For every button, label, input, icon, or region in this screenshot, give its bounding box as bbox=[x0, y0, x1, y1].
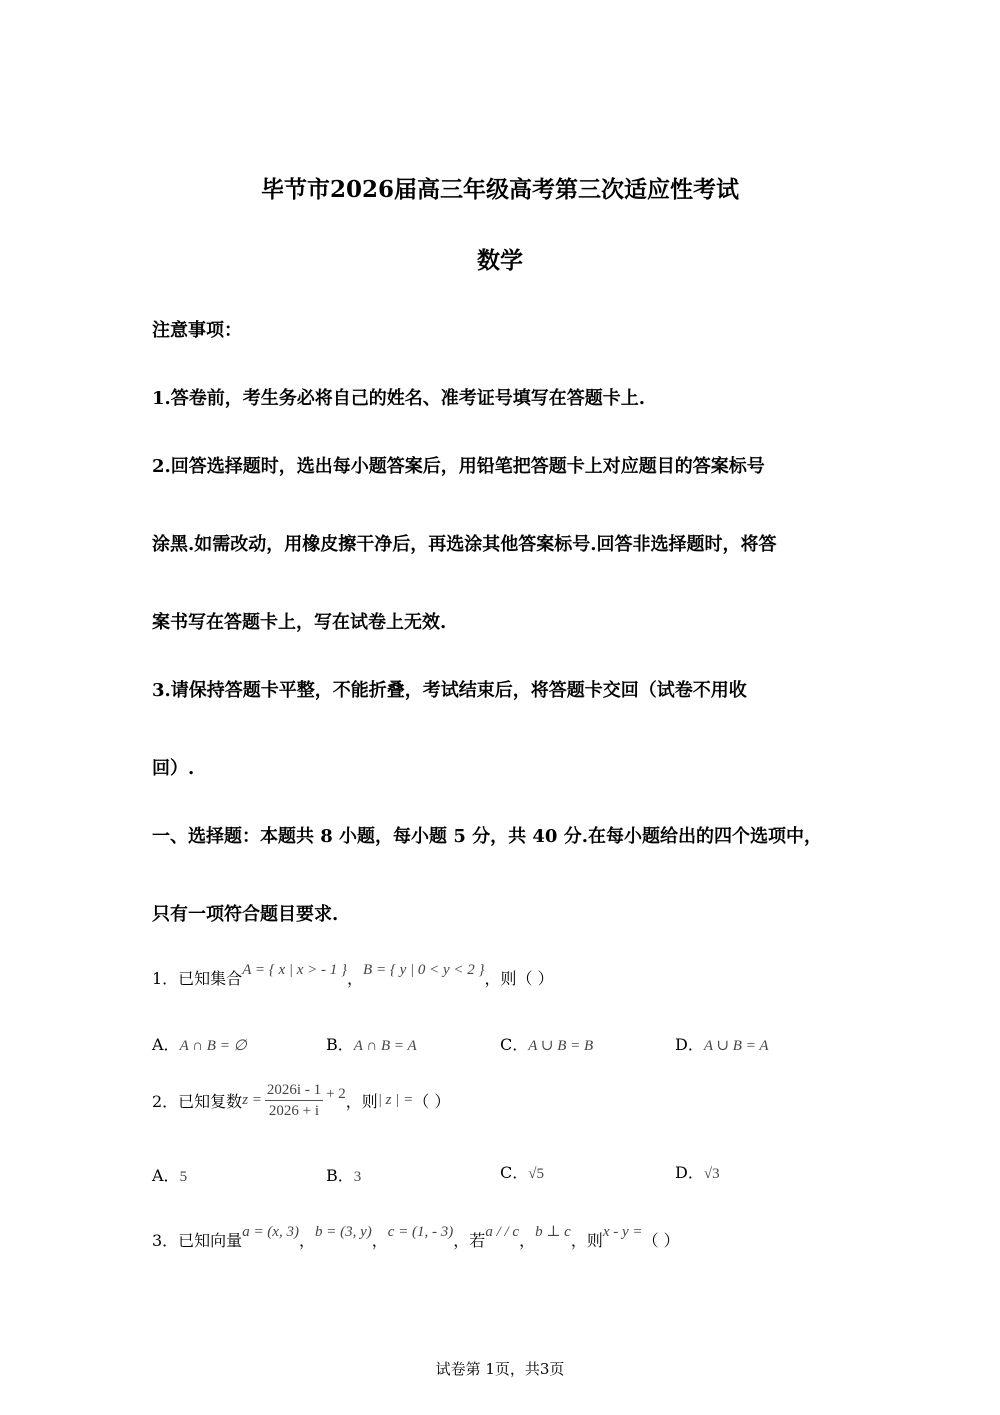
q2-prefix: 2．已知复数 bbox=[152, 1092, 243, 1111]
q1-set-b: B = { y | 0 < y < 2 } bbox=[363, 962, 485, 978]
q3-if: ，若 bbox=[453, 1231, 486, 1250]
q2-z-eq: z = bbox=[242, 1092, 262, 1108]
section1-line-2: 只有一项符合题目要求. bbox=[152, 904, 339, 925]
q2-denominator: 2026 + i bbox=[268, 1103, 320, 1119]
q1-option-b-value: A ∩ B = A bbox=[353, 1038, 417, 1054]
q3-parallel: a / / c bbox=[485, 1224, 520, 1240]
q3-sep-1: ， bbox=[298, 1231, 315, 1250]
q1-option-c-value: A ∪ B = B bbox=[528, 1038, 594, 1054]
subject-title: 数学 bbox=[477, 247, 523, 274]
q1-option-d-label: D． bbox=[675, 1035, 704, 1054]
q2-suffix: （ ） bbox=[413, 1092, 451, 1111]
question-2 bbox=[152, 1080, 450, 1121]
q3-sep-3: ， bbox=[519, 1231, 536, 1250]
q3-perp: b ⊥ c bbox=[535, 1224, 571, 1240]
q3-prefix: 3．已知向量 bbox=[152, 1231, 243, 1250]
q2-option-c-label: C． bbox=[500, 1163, 529, 1182]
q1-prefix: 1．已知集合 bbox=[152, 969, 243, 988]
question-1 bbox=[152, 962, 554, 989]
q3-vec-c: c = (1, - 3) bbox=[387, 1224, 454, 1240]
page-footer: 试卷第 1页，共3页 bbox=[435, 1360, 565, 1378]
q1-option-b-label: B． bbox=[326, 1035, 354, 1054]
q2-option-a bbox=[152, 1163, 187, 1186]
q3-vec-a: a = (x, 3) bbox=[242, 1224, 299, 1240]
q2-option-c-value: √5 bbox=[528, 1166, 544, 1182]
note-line-4: 案书写在答题卡上，写在试卷上无效. bbox=[152, 612, 447, 633]
note-line-2: 2.回答选择题时，选出每小题答案后，用铅笔把答题卡上对应题目的答案标号 bbox=[152, 456, 765, 477]
q2-option-d bbox=[675, 1160, 720, 1183]
q1-option-d bbox=[675, 1032, 768, 1055]
q2-option-a-label: A． bbox=[152, 1166, 180, 1185]
q2-option-d-label: D． bbox=[675, 1163, 704, 1182]
q3-suffix: （ ） bbox=[642, 1231, 680, 1250]
q2-option-a-value: 5 bbox=[179, 1169, 188, 1185]
q3-sep-2: ， bbox=[371, 1231, 388, 1250]
q2-plus: + 2 bbox=[326, 1086, 346, 1102]
q1-option-a-label: A． bbox=[152, 1035, 180, 1054]
q1-set-a: A = { x | x > - 1 } bbox=[242, 962, 348, 978]
section1-line-1: 一、选择题：本题共 8 小题，每小题 5 分，共 40 分.在每小题给出的四个选项中， bbox=[152, 826, 822, 847]
notes-heading: 注意事项： bbox=[152, 320, 242, 341]
q3-vec-b: b = (3, y) bbox=[314, 1224, 372, 1240]
q1-option-a-value: A ∩ B = ∅ bbox=[179, 1038, 247, 1054]
note-line-5: 3.请保持答题卡平整，不能折叠，考试结束后，将答题卡交回（试卷不用收 bbox=[152, 680, 747, 701]
q2-numerator: 2026i - 1 bbox=[265, 1080, 323, 1101]
q1-option-c bbox=[500, 1032, 593, 1055]
note-line-1: 1.答卷前，考生务必将自己的姓名、准考证号填写在答题卡上. bbox=[152, 388, 646, 409]
question-3 bbox=[152, 1224, 680, 1251]
q2-option-b bbox=[326, 1163, 361, 1186]
q1-option-a bbox=[152, 1032, 247, 1055]
q3-then: ，则 bbox=[570, 1231, 603, 1250]
q2-mid: ，则 bbox=[345, 1092, 378, 1111]
q2-option-d-value: √3 bbox=[703, 1166, 720, 1182]
q2-option-c bbox=[500, 1160, 544, 1183]
exam-title: 毕节市2026届高三年级高考第三次适应性考试 bbox=[260, 176, 739, 203]
q2-option-b-label: B． bbox=[326, 1166, 354, 1185]
note-line-6: 回）. bbox=[152, 758, 195, 779]
q2-fraction bbox=[265, 1080, 323, 1121]
q1-sep: ， bbox=[347, 969, 364, 988]
q2-option-b-value: 3 bbox=[353, 1169, 362, 1185]
q1-suffix: ，则（ ） bbox=[484, 969, 554, 988]
q2-abs-z: | z | = bbox=[377, 1092, 414, 1108]
q3-expr: x - y = bbox=[602, 1224, 643, 1240]
q1-option-d-value: A ∪ B = A bbox=[703, 1038, 769, 1054]
q1-option-b bbox=[326, 1032, 417, 1055]
note-line-3: 涂黑.如需改动，用橡皮擦干净后，再选涂其他答案标号.回答非选择题时，将答 bbox=[152, 534, 777, 555]
q1-option-c-label: C． bbox=[500, 1035, 529, 1054]
